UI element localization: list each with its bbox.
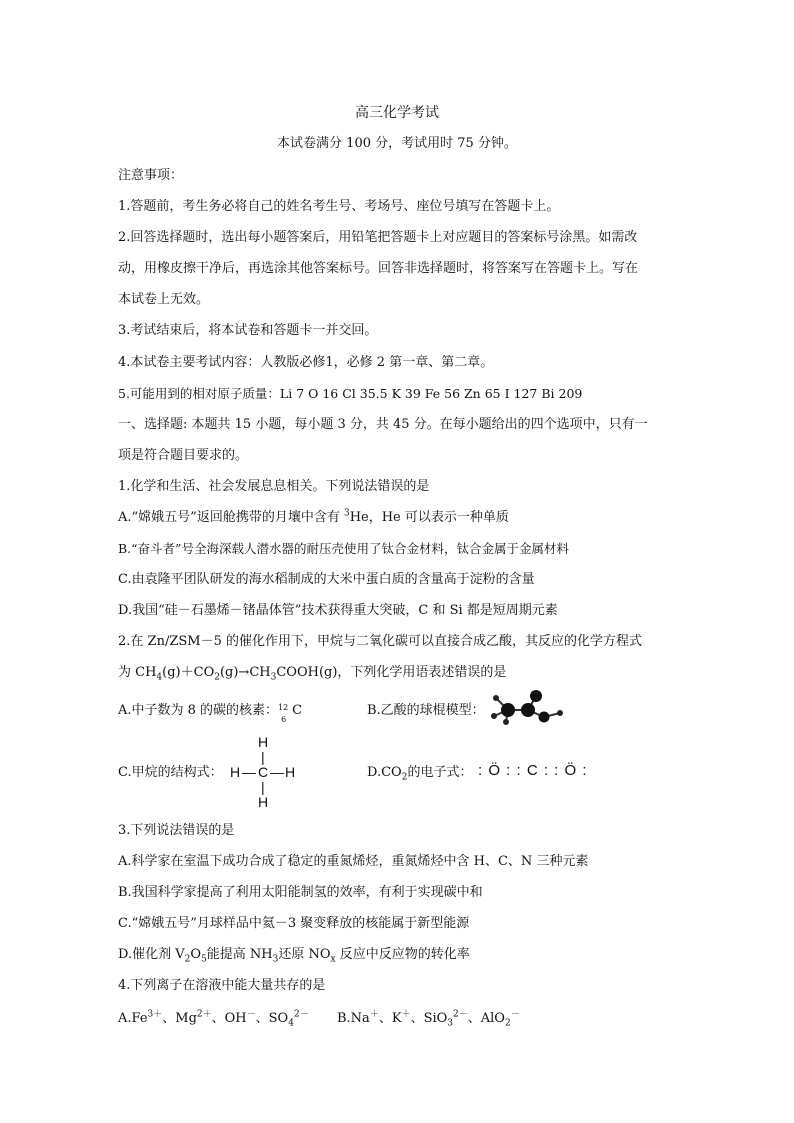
oxygen-atom	[539, 712, 550, 723]
notice-item-3: 3.考试结束后，将本试卷和答题卡一并交回。	[118, 323, 378, 338]
page-subtitle: 本试卷满分 100 分，考试用时 75 分钟。	[277, 136, 517, 151]
co2-electron-formula: : Ö : : C : : Ö :	[478, 762, 588, 779]
acetic-acid-ball-stick-model	[484, 686, 566, 726]
exam-page: 高三化学考试 本试卷满分 100 分，考试用时 75 分钟。 注意事项： 1.答题前，考生务必将自己的姓名考生号、考场号、座位号填写在答题卡上。 2.回答选择题时，选出每小题答案后，用铅笔把答题卡上对应题目的答案标号涂黑。如需改 动，用橡皮擦干净后，再选涂其他答案标号。回答非选择题时，将答案写在答题卡上。写在 本试卷上无效。 3.考试结束后，将本试卷和答题卡一并交回。 4.本试卷主要考试内容：人教版必修1，必修 2 第一章、第二章。 5.可能用到的相对原子质量：Li 7 O 16 Cl 35.5 K 39 Fe 56 Zn 65 I 127 Bi 209 一、选择题: 本题共 15 小题，每小题 3 分，共 45 分。在每小题给出的四个选项中，只有一 项是符合题目要求的。 1.化学和生活、社会发展息息相关。下列说法错误的是 A.“嫦娥五号”返回舱携带的月壤中含有 $^3$He，He 可以表示一种单质 B.“奋斗者”号全海深载人潜水器的耐压壳使用了钛合金材料，钛合金属于金属材料 C.由袁隆平团队研发的海水稻制成的大米中蛋白质的含量高于淀粉的含量 D.我国“硅－石墨烯－锗晶体管”技术获得重大突破，C 和 Si 都是短周期元素 2.在 Zn/ZSM－5 的催化作用下，甲烷与二氧化碳可以直接合成乙酸，其反应的化学方程式 为 $CH_4(g)+CO_2(g)\to CH_3COOH(g)$，下列化学用语表述错误的是 A.中子数为 8 的碳的核素： 12 6 C B.乙酸的球棍模型： C.甲烷的结构式： H | H — C — H | H $D.CO_2$的电子式： : Ö : : C : : Ö : 3.下列说法错误的是 A.科学家在室温下成功合成了稳定的重氮烯烃，重氮烯烃中含 H、C、N 三种元素 B.我国科学家提高了利用太阳能制氢的效率，有利于实现碳中和 C.“嫦娥五号”月球样品中氦－3 聚变释放的核能属于新型能源 D.催化剂 $V_2O_5$能提高 $NH_3$还原 $NO_x$ 反应中反应物的转化率 4.下列离子在溶液中能大量共存的是 $A.Fe^{3+}$、$Mg^{2+}$、OH－、$SO_4^{2-}$ B.Na＋、K＋、SiO$_3^{2-}$、AlO$_2$－	[0, 0, 794, 1123]
notice-heading: 注意事项：	[118, 168, 184, 183]
q2-stem-line-1: 2.在 Zn/ZSM－5 的催化作用下，甲烷与二氧化碳可以直接合成乙酸，其反应的化学方程式	[118, 634, 642, 649]
section-1-line-2: 项是符合题目要求的。	[118, 448, 249, 463]
q3-option-b: B.我国科学家提高了利用太阳能制氢的效率，有利于实现碳中和	[118, 885, 483, 900]
q1-option-b: B.“奋斗者”号全海深载人潜水器的耐压壳使用了钛合金材料，钛合金属于金属材料	[118, 541, 569, 556]
q1-stem: 1.化学和生活、社会发展息息相关。下列说法错误的是	[118, 479, 430, 494]
q1-option-d: D.我国“硅－石墨烯－锗晶体管”技术获得重大突破，C 和 Si 都是短周期元素	[118, 603, 558, 618]
hydrogen-atom	[557, 710, 563, 716]
q2-option-a: A.中子数为 8 的碳的核素： 12 6 C	[118, 703, 303, 724]
carbon-atom	[501, 703, 515, 717]
q4-option-a: $A.Fe^{3+}$、$Mg^{2+}$、OH－、$SO_4^{2-}$	[118, 1009, 309, 1029]
notice-item-1: 1.答题前，考生务必将自己的姓名考生号、考场号、座位号填写在答题卡上。	[118, 199, 560, 214]
q1-option-c: C.由袁隆平团队研发的海水稻制成的大米中蛋白质的含量高于淀粉的含量	[118, 572, 535, 587]
hydrogen-atom	[491, 713, 497, 719]
carbon-atom	[521, 703, 535, 717]
hydrogen-atom	[503, 719, 509, 725]
notice-item-5: 5.可能用到的相对原子质量：Li 7 O 16 Cl 35.5 K 39 Fe 56 Zn 65 I 127 Bi 209	[118, 386, 583, 401]
q2-option-c: C.甲烷的结构式：	[118, 765, 223, 780]
q1-option-a: A.“嫦娥五号”返回舱携带的月壤中含有 $^3$He，He 可以表示一种单质	[118, 508, 509, 525]
q3-option-d: D.催化剂 $V_2O_5$能提高 $NH_3$还原 $NO_x$ 反应中反应物的转化率	[118, 947, 470, 965]
notice-item-2-line-2: 动，用橡皮擦干净后，再选涂其他答案标号。回答非选择题时，将答案写在答题卡上。写在	[118, 261, 639, 276]
q3-option-a: A.科学家在室温下成功合成了稳定的重氮烯烃，重氮烯烃中含 H、C、N 三种元素	[118, 854, 589, 869]
notice-item-2-line-3: 本试卷上无效。	[118, 292, 210, 307]
q4-option-b: B.Na＋、K＋、SiO$_3^{2-}$、AlO$_2$－	[337, 1009, 520, 1029]
q4-stem: 4.下列离子在溶液中能大量共存的是	[118, 978, 326, 993]
q3-stem: 3.下列说法错误的是	[118, 823, 235, 838]
q2-stem-line-2: 为 $CH_4(g)+CO_2(g)\to CH_3COOH(g)$，下列化学用语表述错误的是	[118, 665, 507, 683]
q3-option-c: C.“嫦娥五号”月球样品中氦－3 聚变释放的核能属于新型能源	[118, 916, 470, 931]
q2-option-d: $D.CO_2$的电子式：	[367, 765, 473, 783]
notice-item-4: 4.本试卷主要考试内容：人教版必修1，必修 2 第一章、第二章。	[118, 355, 494, 370]
page-title: 高三化学考试	[355, 105, 439, 121]
notice-item-2-line-1: 2.回答选择题时，选出每小题答案后，用铅笔把答题卡上对应题目的答案标号涂黑。如需改	[118, 230, 638, 245]
oxygen-atom	[530, 690, 542, 702]
hydrogen-atom	[493, 695, 499, 701]
q2-option-b: B.乙酸的球棍模型：	[367, 703, 485, 718]
section-1-line-1: 一、选择题: 本题共 15 小题，每小题 3 分，共 45 分。在每小题给出的四个选项中，只有一	[118, 417, 648, 432]
